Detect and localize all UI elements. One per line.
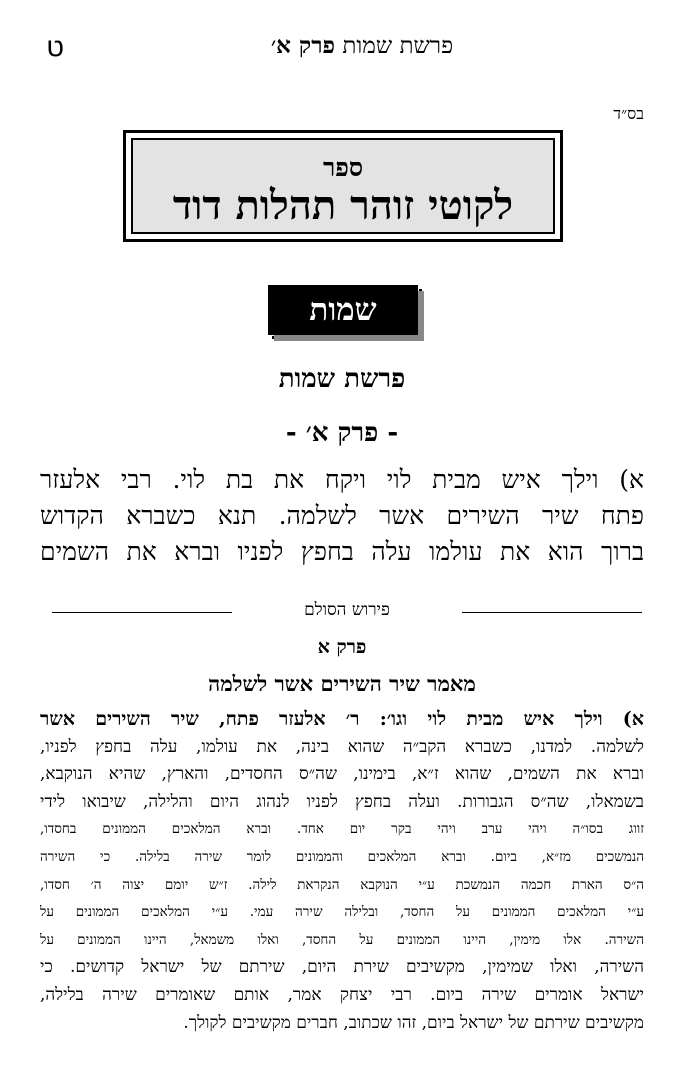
- perek-heading: - פרק א׳ -: [285, 418, 399, 448]
- zohar-line: פתח שיר השירים אשר לשלמה. תנא כשברא הקדוש: [40, 501, 644, 530]
- commentary-body: [40, 706, 644, 1037]
- zohar-line: ברוך הוא את עולמו עלה בחפץ לפניו וברא את השמים: [40, 537, 644, 566]
- commentary-line: הנמשכים מז״א, ביום. וברא המלאכים והממונים לומר שירה בלילה. כי השירה: [40, 848, 644, 865]
- commentary-title: מאמר שיר השירים אשר לשלמה: [208, 671, 476, 696]
- header-parasha: פרשת שמות: [342, 33, 454, 59]
- running-header-text: [40, 32, 644, 59]
- commentary-line: ישראל אומרים שירה ביום. רבי יצחק אמר, אותם שאומרים שירה בלילה,: [40, 984, 644, 1005]
- book-name-label: שמות: [268, 285, 418, 335]
- commentary-line: בשמאלו, שה״ס הגבורות. ועלה בחפץ לפניו לנהוג היום והלילה, שיבואו לידי: [40, 791, 644, 812]
- commentary-perek: פרק א: [317, 636, 367, 658]
- page-number: ט: [46, 30, 65, 63]
- commentary-line: השירה. אלו מימין, היינו הממונים על החסד, ואלו משמאל, היינו הממונים על: [40, 931, 644, 948]
- zohar-text: [40, 462, 644, 570]
- commentary-line: השירה, ואלו שמימין, מקשיבים שירת היום, שירתם של ישראל קדושים. כי: [40, 957, 644, 978]
- commentary-line: א) וילך איש מבית לוי וגו׳: ר׳ אלעזר פתח, שיר השירים אשר: [40, 708, 644, 730]
- book-title-prefix: ספר: [322, 153, 364, 182]
- commentary-divider: [52, 600, 642, 624]
- parasha-heading: פרשת שמות: [278, 364, 406, 394]
- header-chapter: פרק א׳: [270, 32, 336, 59]
- bs-d-mark: בס״ד: [613, 104, 644, 123]
- commentary-line: ע״י המלאכים הממונים על החסד, ובלילה שירה עמי. ע״י המלאכים הממונים על: [40, 904, 644, 921]
- commentary-line: מקשיבים שירתם של ישראל ביום, זהו שכתוב, חברים מקשיבים לקולך.: [183, 1012, 644, 1033]
- commentary-label: פירוש הסולם: [304, 600, 390, 620]
- commentary-line: לשלמה. למדנו, כשברא הקב״ה שהוא בינה, את עולמו, עלה בחפץ לפניו,: [40, 736, 644, 757]
- commentary-line: וברא את השמים, שהוא ז״א, בימינו, שה״ס החסדים, והארץ, שהיא הנוקבא,: [40, 764, 644, 785]
- running-header: [40, 30, 644, 66]
- commentary-line: ה״ס הארת חכמה הנמשכת ע״י הנוקבא הנקראת לילה. ז״ש יומם יצוה ה׳ חסדו,: [40, 876, 644, 893]
- book-title: לקוטי זוהר תהלות דוד: [172, 182, 514, 229]
- commentary-line: זווג בסו״ה ויהי ערב ויהי בקר יום אחד. וברא המלאכים הממונים בחסדו,: [40, 821, 644, 838]
- book-title-frame: [123, 130, 563, 242]
- book-title-inner: [131, 138, 555, 234]
- zohar-line: א) וילך איש מבית לוי ויקח את בת לוי. רבי אלעזר: [40, 465, 644, 494]
